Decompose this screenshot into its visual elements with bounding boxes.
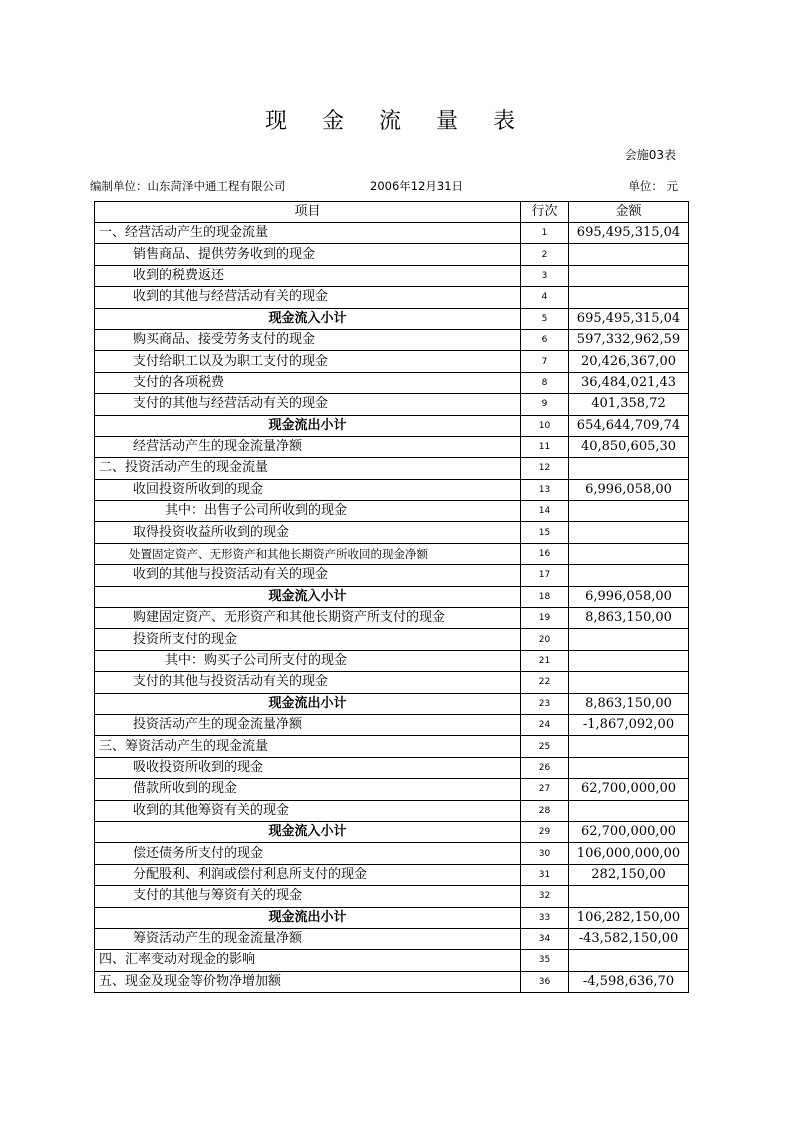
document-title: 现 金 流 量 表 (265, 109, 529, 134)
table-body (95, 223, 689, 993)
row-item-label: 经营活动产生的现金流量净额 (95, 436, 521, 457)
row-line-number: 14 (521, 501, 569, 522)
table-row (95, 779, 689, 800)
row-amount (569, 800, 689, 821)
row-line-number: 18 (521, 586, 569, 607)
table-row (95, 714, 689, 735)
row-amount (569, 672, 689, 693)
table-row (95, 907, 689, 928)
row-line-number: 19 (521, 608, 569, 629)
row-line-number: 12 (521, 458, 569, 479)
table-row (95, 736, 689, 757)
table-row (95, 886, 689, 907)
row-item-label: 五、现金及现金等价物净增加额 (95, 971, 521, 992)
table-row (95, 843, 689, 864)
row-item-label: 现金流出小计 (95, 693, 521, 714)
row-item-label: 购买商品、接受劳务支付的现金 (95, 329, 521, 350)
row-item-label: 现金流出小计 (95, 907, 521, 928)
row-amount (569, 650, 689, 671)
table-row (95, 800, 689, 821)
row-line-number: 8 (521, 372, 569, 393)
row-line-number: 16 (521, 543, 569, 564)
row-item-label: 销售商品、提供劳务收到的现金 (95, 244, 521, 265)
table-row (95, 308, 689, 329)
row-line-number: 1 (521, 223, 569, 244)
row-item-label: 投资活动产生的现金流量净额 (95, 714, 521, 735)
row-line-number: 32 (521, 886, 569, 907)
row-item-label: 三、筹资活动产生的现金流量 (95, 736, 521, 757)
row-amount: 8,863,150,00 (569, 693, 689, 714)
table-row (95, 608, 689, 629)
row-item-label: 分配股利、利润或偿付利息所支付的现金 (95, 864, 521, 885)
row-amount: 40,850,605,30 (569, 436, 689, 457)
row-amount (569, 265, 689, 286)
row-item-label: 现金流入小计 (95, 308, 521, 329)
row-item-label: 支付的其他与经营活动有关的现金 (95, 394, 521, 415)
row-item-label: 四、汇率变动对现金的影响 (95, 950, 521, 971)
row-item-label: 收到的其他与经营活动有关的现金 (95, 287, 521, 308)
row-item-label: 投资所支付的现金 (95, 629, 521, 650)
row-item-label: 现金流出小计 (95, 415, 521, 436)
row-item-label: 借款所收到的现金 (95, 779, 521, 800)
row-amount: 8,863,150,00 (569, 608, 689, 629)
row-amount (569, 458, 689, 479)
table-row (95, 329, 689, 350)
table-row (95, 928, 689, 949)
row-line-number: 17 (521, 565, 569, 586)
row-line-number: 13 (521, 479, 569, 500)
row-amount (569, 543, 689, 564)
cash-flow-table (94, 201, 689, 993)
table-row (95, 757, 689, 778)
table-row (95, 821, 689, 842)
row-amount (569, 565, 689, 586)
form-code: 会施03表 (624, 148, 676, 162)
table-row (95, 351, 689, 372)
row-amount: 695,495,315,04 (569, 223, 689, 244)
row-amount: 6,996,058,00 (569, 586, 689, 607)
row-line-number: 33 (521, 907, 569, 928)
row-amount: 106,000,000,00 (569, 843, 689, 864)
table-row (95, 543, 689, 564)
table-row (95, 650, 689, 671)
table-row (95, 436, 689, 457)
row-line-number: 21 (521, 650, 569, 671)
table-row (95, 629, 689, 650)
row-line-number: 10 (521, 415, 569, 436)
row-amount: 62,700,000,00 (569, 779, 689, 800)
table-row (95, 971, 689, 992)
row-line-number: 23 (521, 693, 569, 714)
table-row (95, 950, 689, 971)
row-item-label: 二、投资活动产生的现金流量 (95, 458, 521, 479)
row-amount: -4,598,636,70 (569, 971, 689, 992)
row-item-label: 取得投资收益所收到的现金 (95, 522, 521, 543)
row-line-number: 3 (521, 265, 569, 286)
header-info-row (90, 178, 678, 194)
table-row (95, 415, 689, 436)
table-row (95, 693, 689, 714)
row-amount: -43,582,150,00 (569, 928, 689, 949)
row-item-label: 收到的其他与投资活动有关的现金 (95, 565, 521, 586)
row-amount (569, 757, 689, 778)
table-row (95, 223, 689, 244)
table-row (95, 265, 689, 286)
table-row (95, 372, 689, 393)
preparing-unit: 编制单位：山东菏泽中通工程有限公司 (90, 179, 286, 193)
row-line-number: 25 (521, 736, 569, 757)
row-item-label: 支付给职工以及为职工支付的现金 (95, 351, 521, 372)
row-amount: 695,495,315,04 (569, 308, 689, 329)
row-line-number: 9 (521, 394, 569, 415)
table-row (95, 501, 689, 522)
row-item-label: 一、经营活动产生的现金流量 (95, 223, 521, 244)
row-item-label: 支付的其他与筹资有关的现金 (95, 886, 521, 907)
table-row (95, 522, 689, 543)
row-item-label: 支付的各项税费 (95, 372, 521, 393)
row-amount: 106,282,150,00 (569, 907, 689, 928)
table-row (95, 864, 689, 885)
row-line-number: 4 (521, 287, 569, 308)
row-line-number: 22 (521, 672, 569, 693)
row-amount: 282,150,00 (569, 864, 689, 885)
row-line-number: 20 (521, 629, 569, 650)
row-amount: 6,996,058,00 (569, 479, 689, 500)
row-line-number: 24 (521, 714, 569, 735)
row-item-label: 处置固定资产、无形资产和其他长期资产所收回的现金净额 (95, 543, 521, 564)
row-amount (569, 950, 689, 971)
row-amount: -1,867,092,00 (569, 714, 689, 735)
row-line-number: 15 (521, 522, 569, 543)
row-line-number: 7 (521, 351, 569, 372)
row-item-label: 其中：购买子公司所支付的现金 (95, 650, 521, 671)
row-item-label: 购建固定资产、无形资产和其他长期资产所支付的现金 (95, 608, 521, 629)
table-row (95, 586, 689, 607)
row-amount: 36,484,021,43 (569, 372, 689, 393)
row-amount: 401,358,72 (569, 394, 689, 415)
header-amount: 金额 (569, 202, 689, 223)
report-date: 2006年12月31日 (370, 179, 464, 193)
row-line-number: 29 (521, 821, 569, 842)
table-row (95, 287, 689, 308)
row-item-label: 其中：出售子公司所收到的现金 (95, 501, 521, 522)
row-line-number: 30 (521, 843, 569, 864)
row-line-number: 5 (521, 308, 569, 329)
row-amount (569, 736, 689, 757)
row-amount: 597,332,962,59 (569, 329, 689, 350)
row-item-label: 现金流入小计 (95, 821, 521, 842)
row-line-number: 35 (521, 950, 569, 971)
row-item-label: 收回投资所收到的现金 (95, 479, 521, 500)
row-item-label: 吸收投资所收到的现金 (95, 757, 521, 778)
row-amount: 654,644,709,74 (569, 415, 689, 436)
table-row (95, 565, 689, 586)
row-item-label: 收到的其他筹资有关的现金 (95, 800, 521, 821)
header-item: 项目 (95, 202, 521, 223)
table-row (95, 458, 689, 479)
row-line-number: 11 (521, 436, 569, 457)
row-line-number: 31 (521, 864, 569, 885)
row-item-label: 支付的其他与投资活动有关的现金 (95, 672, 521, 693)
table-row (95, 479, 689, 500)
row-line-number: 2 (521, 244, 569, 265)
row-item-label: 偿还债务所支付的现金 (95, 843, 521, 864)
row-amount (569, 522, 689, 543)
row-line-number: 28 (521, 800, 569, 821)
header-line-no: 行次 (521, 202, 569, 223)
row-amount: 20,426,367,00 (569, 351, 689, 372)
table-row (95, 244, 689, 265)
row-line-number: 6 (521, 329, 569, 350)
row-amount (569, 501, 689, 522)
currency-unit: 单位： 元 (628, 179, 678, 193)
row-amount (569, 629, 689, 650)
row-amount (569, 287, 689, 308)
row-item-label: 现金流入小计 (95, 586, 521, 607)
row-line-number: 27 (521, 779, 569, 800)
table-header-row (95, 202, 689, 223)
row-line-number: 26 (521, 757, 569, 778)
row-line-number: 36 (521, 971, 569, 992)
row-amount (569, 244, 689, 265)
table-row (95, 672, 689, 693)
row-amount: 62,700,000,00 (569, 821, 689, 842)
row-item-label: 收到的税费返还 (95, 265, 521, 286)
row-item-label: 筹资活动产生的现金流量净额 (95, 928, 521, 949)
table-row (95, 394, 689, 415)
row-amount (569, 886, 689, 907)
row-line-number: 34 (521, 928, 569, 949)
